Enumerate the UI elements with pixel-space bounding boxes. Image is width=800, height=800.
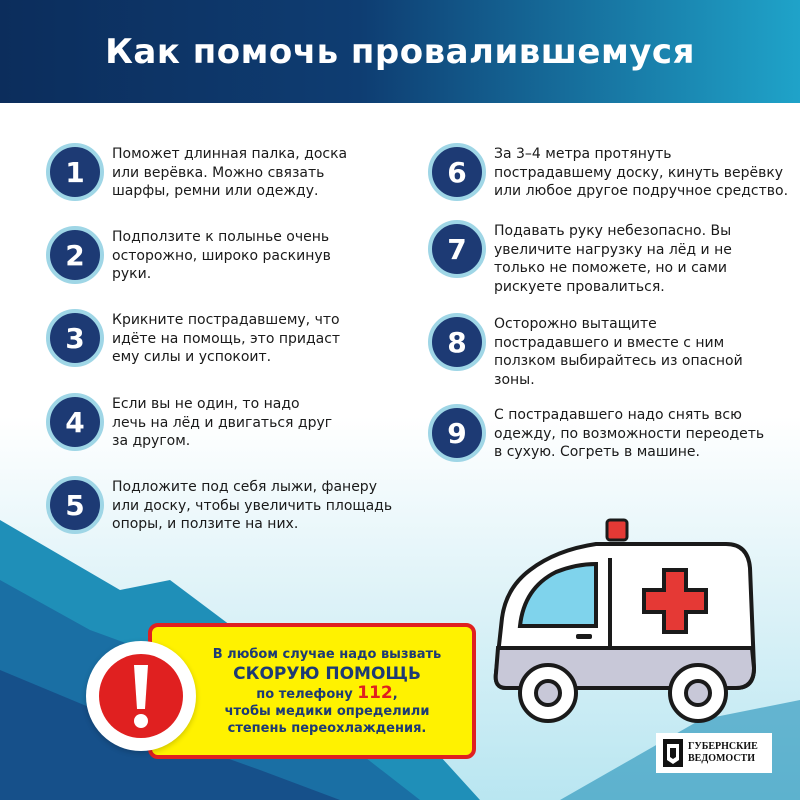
step-number-badge: 4 <box>46 393 104 451</box>
step-text: Подавать руку небезопасно. Вы увеличите нагрузку на лёд и не только не поможете, но и сами рискуете провалиться. <box>494 223 732 295</box>
notice-line: В любом случае надо вызвать <box>212 646 442 662</box>
emblem-icon <box>662 738 684 768</box>
ambulance-icon <box>486 508 776 738</box>
publisher-logo <box>656 733 772 773</box>
step-number-badge: 7 <box>428 220 486 278</box>
header-banner <box>0 0 800 103</box>
notice-line: степень переохлаждения. <box>227 720 427 736</box>
step-number-badge: 8 <box>428 313 486 371</box>
step-text: Осторожно вытащите пострадавшего и вместе с ним ползком выбирайтесь из опасной зоны. <box>494 316 743 388</box>
step-number-badge: 6 <box>428 143 486 201</box>
step-5 <box>46 476 392 534</box>
step-9 <box>428 404 764 462</box>
step-number-badge: 5 <box>46 476 104 534</box>
step-text: Подползите к полынье очень осторожно, широко раскинув руки. <box>112 229 331 282</box>
step-text: Подложите под себя лыжи, фанеру или доску, чтобы увеличить площадь опоры, и ползите на них. <box>112 479 393 532</box>
step-4 <box>46 393 332 451</box>
exclamation-icon <box>96 651 186 741</box>
step-number-badge: 9 <box>428 404 486 462</box>
step-2 <box>46 226 331 284</box>
notice-phone-line: по телефону 112, <box>256 682 398 703</box>
step-6 <box>428 143 788 201</box>
step-text: С пострадавшего надо снять всю одежду, по возможности переодеть в сухую. Согреть в машине. <box>494 407 765 460</box>
step-3 <box>46 309 340 367</box>
step-1 <box>46 143 347 201</box>
step-number-badge: 3 <box>46 309 104 367</box>
notice-line: чтобы медики определили <box>224 703 430 719</box>
logo-text: ГУБЕРНСКИЕ ВЕДОМОСТИ <box>688 741 758 764</box>
page-title: Как помочь провалившемуся <box>105 31 695 72</box>
step-number-badge: 2 <box>46 226 104 284</box>
step-text: Поможет длинная палка, доска или верёвка. Можно связать шарфы, ремни или одежду. <box>112 146 348 199</box>
step-8 <box>428 313 743 389</box>
emergency-call-notice <box>148 623 476 759</box>
step-number-badge: 1 <box>46 143 104 201</box>
step-text: Если вы не один, то надо лечь на лёд и двигаться друг за другом. <box>112 396 333 449</box>
notice-headline: СКОРУЮ ПОМОЩЬ <box>233 663 421 684</box>
step-7 <box>428 220 732 296</box>
step-text: Крикните пострадавшему, что идёте на помощь, это придаст ему силы и успокоит. <box>112 312 341 365</box>
phone-number: 112 <box>357 682 393 703</box>
step-text: За 3–4 метра протянуть пострадавшему доску, кинуть верёвку или любое другое подручное средство. <box>494 146 789 199</box>
warning-badge <box>86 641 196 751</box>
